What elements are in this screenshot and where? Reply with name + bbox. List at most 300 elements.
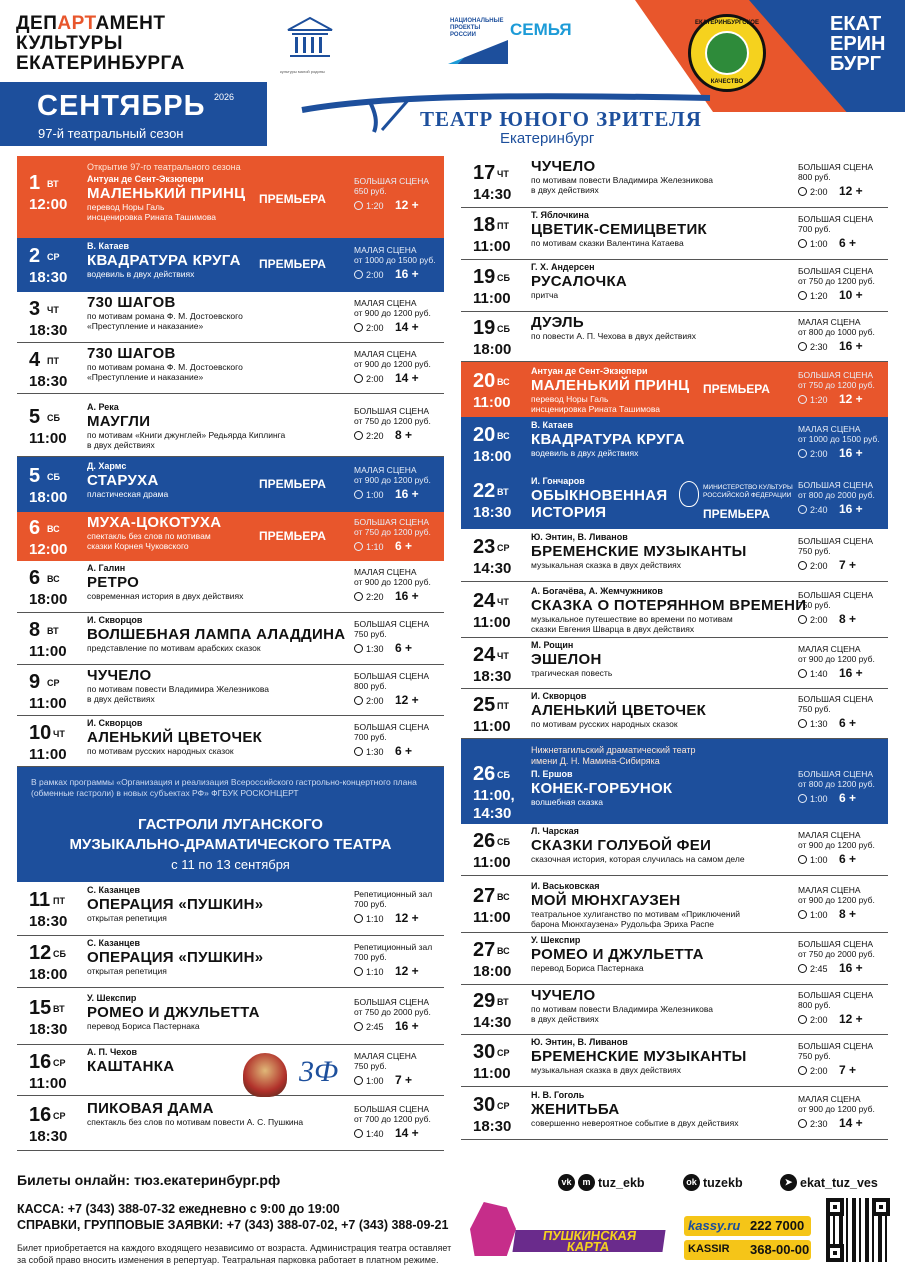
stage-price: БОЛЬШАЯ СЦЕНА 800 руб. [798, 990, 874, 1010]
event-row[interactable] [461, 933, 888, 985]
age-rating: 16 + [395, 589, 419, 603]
max-icon: m [578, 1174, 595, 1191]
event-date: 26 [473, 830, 496, 852]
duration [354, 696, 384, 706]
event-time: 11:00 [473, 290, 511, 307]
duration [798, 910, 828, 920]
stage-price: МАЛАЯ СЦЕНА 750 руб. [354, 1050, 417, 1071]
event-time: 18:00 [29, 966, 68, 983]
clock-icon [354, 1022, 363, 1031]
event-row[interactable] [17, 716, 444, 767]
event-description: водевиль в двух действиях [87, 269, 195, 279]
duration [798, 505, 828, 515]
event-author: А. Река [87, 401, 119, 412]
duration [798, 187, 828, 197]
duration [798, 719, 828, 729]
event-date: 17 [473, 162, 496, 184]
event-title: КОНЕК-ГОРБУНОК [531, 780, 673, 797]
duration [798, 855, 828, 865]
event-row[interactable] [461, 582, 888, 638]
clock-icon [354, 747, 363, 756]
event-title: СКАЗКИ ГОЛУБОЙ ФЕИ [531, 837, 712, 854]
age-rating: 14 + [395, 1125, 419, 1140]
event-row[interactable] [461, 1035, 888, 1087]
kassy-logo[interactable]: kassy.ru 222 7000 [684, 1216, 811, 1236]
event-weekday: СБ [497, 837, 510, 847]
event-title: МУХА-ЦОКОТУХА [87, 514, 222, 531]
duration [798, 1015, 828, 1025]
duration [354, 490, 384, 500]
duration-value: 2:30 [810, 1118, 828, 1129]
duration-value: 2:00 [810, 449, 828, 459]
event-description: музыкальная сказка в двух действиях [531, 559, 682, 570]
duration [798, 669, 828, 679]
duration-value: 1:10 [366, 967, 384, 977]
kassir-logo[interactable]: KASSIR 368-00-00 [684, 1240, 811, 1260]
event-row[interactable] [461, 739, 888, 824]
duration-value: 2:45 [366, 1021, 384, 1032]
duration-value: 2:40 [810, 505, 828, 515]
event-row[interactable] [17, 343, 444, 394]
event-weekday: ВС [497, 431, 510, 441]
age-rating: 6 + [395, 743, 413, 758]
stage-price: МАЛАЯ СЦЕНА от 800 до 1000 руб. [798, 317, 875, 337]
stage-price: МАЛАЯ СЦЕНА от 900 до 1200 руб. [798, 884, 875, 905]
stage-price: Репетиционный зал 700 руб. [354, 942, 433, 962]
duration-value: 1:00 [810, 855, 828, 865]
event-time: 18:00 [473, 963, 512, 980]
event-description: перевод Бориса Пастернака [531, 963, 644, 973]
event-row[interactable] [461, 824, 888, 876]
ekaterinburg-logo: ЕКАТ ЕРИН БУРГ [830, 13, 886, 75]
duration-value: 2:00 [810, 615, 828, 625]
event-row[interactable] [17, 156, 444, 238]
department-logo: ДЕПАРТАМЕНТ КУЛЬТУРЫ ЕКАТЕРИНБУРГА [16, 13, 185, 74]
event-description: открытая репетиция [87, 966, 167, 976]
age-rating: 14 + [395, 370, 419, 385]
clock-icon [798, 855, 807, 864]
event-time: 11:00 [473, 1065, 511, 1082]
festival-logo: 3Ф [299, 1055, 339, 1088]
event-weekday: СБ [497, 273, 510, 283]
schedule-right-column [461, 156, 888, 1140]
duration [798, 395, 828, 405]
event-row[interactable] [461, 1087, 888, 1140]
event-date: 15 [29, 996, 52, 1019]
event-date: 16 [29, 1103, 52, 1126]
duration-value: 2:20 [366, 592, 384, 602]
duration [798, 1119, 828, 1129]
premiere-label: ПРЕМЬЕРА [259, 528, 326, 543]
clock-icon [798, 291, 807, 300]
event-weekday: ВТ [497, 487, 509, 497]
event-date: 11 [29, 889, 51, 911]
duration [798, 342, 828, 352]
stage-price: БОЛЬШАЯ СЦЕНА от 750 до 1200 руб. [798, 266, 875, 286]
event-time: 11:00 [473, 718, 511, 735]
event-time: 14:30 [473, 1014, 512, 1031]
event-weekday: СР [497, 542, 510, 553]
clock-icon [798, 395, 807, 404]
event-title: РУСАЛОЧКА [531, 273, 628, 290]
event-author: И. Скворцов [87, 615, 143, 625]
stage-price: БОЛЬШАЯ СЦЕНА 750 руб. [798, 694, 874, 714]
duration [354, 644, 384, 654]
stage-price: БОЛЬШАЯ СЦЕНА 750 руб. [354, 619, 430, 639]
ministry-logo: культуры малой родины [280, 14, 340, 76]
ok-icon: ok [683, 1174, 700, 1191]
event-time: 14:30 [473, 559, 512, 577]
age-rating: 7 + [839, 1063, 857, 1077]
duration [798, 291, 828, 301]
duration [354, 914, 384, 924]
event-description: по повести А. П. Чехова в двух действиях [531, 331, 696, 341]
event-row[interactable] [17, 936, 444, 988]
vk-icon: vk [558, 1174, 575, 1191]
event-time: 18:30 [29, 372, 68, 390]
event-weekday: ВС [497, 891, 510, 902]
social-telegram[interactable]: ➤ ekat_tuz_ves [780, 1174, 878, 1191]
age-rating: 14 + [839, 1115, 863, 1130]
event-author: Антуан де Сент-Экзюпери [531, 365, 648, 376]
clock-icon [354, 270, 363, 279]
tour-dates: с 11 по 13 сентября [171, 857, 290, 872]
stage-price: БОЛЬШАЯ СЦЕНА 700 руб. [798, 214, 874, 234]
event-time: 11:00 [473, 393, 511, 411]
event-title: СКАЗКА О ПОТЕРЯННОМ ВРЕМЕНИ [531, 597, 807, 614]
event-description: по мотивам повести Владимира Железникова в двух действиях [531, 175, 713, 195]
duration [354, 967, 384, 977]
duration-value: 1:30 [810, 719, 828, 729]
stage-price: МАЛАЯ СЦЕНА от 900 до 1200 руб. [798, 1093, 875, 1114]
event-time: 18:00 [29, 591, 68, 608]
tour-heading [17, 815, 444, 855]
box-office: КАССА: +7 (343) 388-07-32 ежедневно с 9:00 до 19:00 [17, 1202, 340, 1216]
event-description: музыкальное путешествие во времени по мотивам сказки Евгения Шварца в двух действиях [531, 614, 733, 634]
stage-price: МАЛАЯ СЦЕНА от 900 до 1200 руб. [354, 464, 431, 485]
event-description: музыкальная сказка в двух действиях [531, 1065, 682, 1075]
event-weekday: ЧТ [53, 728, 65, 739]
event-title: ОБЫКНОВЕННАЯ [531, 487, 668, 504]
event-weekday: СБ [47, 412, 60, 423]
event-weekday: ПТ [47, 355, 59, 366]
event-time-2: 14:30 [473, 805, 512, 822]
event-row[interactable] [461, 471, 888, 529]
event-date: 5 [29, 405, 41, 428]
event-row[interactable] [17, 988, 444, 1045]
event-title: ДУЭЛЬ [531, 314, 584, 331]
event-date: 1 [29, 172, 41, 194]
event-row[interactable] [17, 457, 444, 512]
qr-code[interactable] [826, 1198, 890, 1262]
duration [354, 1076, 384, 1086]
stage-price: Репетиционный зал 700 руб. [354, 889, 433, 909]
event-author: И. Скворцов [531, 691, 587, 701]
info-phones: СПРАВКИ, ГРУППОВЫЕ ЗАЯВКИ: +7 (343) 388-07-02, +7 (343) 388-09-21 [17, 1218, 449, 1232]
event-row[interactable] [17, 512, 444, 561]
age-rating: 16 + [395, 267, 419, 281]
event-title: БРЕМЕНСКИЕ МУЗЫКАНТЫ [531, 542, 747, 560]
stage-price: БОЛЬШАЯ СЦЕНА 650 руб. [354, 176, 430, 196]
event-time: 18:00 [473, 448, 512, 465]
age-rating: 14 + [395, 319, 419, 334]
duration-value: 2:00 [366, 270, 384, 280]
duration [354, 323, 384, 333]
event-date: 27 [473, 884, 496, 907]
event-title: 730 ШАГОВ [87, 345, 176, 362]
event-time: 18:30 [473, 667, 512, 685]
event-row[interactable] [17, 292, 444, 343]
event-author: М. Рощин [531, 640, 574, 650]
event-description: по мотивам сказки Валентина Катаева [531, 238, 684, 248]
event-date: 12 [29, 942, 52, 964]
event-row[interactable] [17, 613, 444, 665]
event-row[interactable] [461, 362, 888, 417]
clock-icon [798, 342, 807, 351]
age-rating: 16 + [839, 446, 863, 460]
event-time: 11:00 [29, 643, 67, 660]
duration [354, 201, 384, 211]
event-description: современная история в двух действиях [87, 591, 244, 601]
stage-price: БОЛЬШАЯ СЦЕНА 750 руб. [798, 1041, 874, 1061]
event-weekday: ВС [497, 946, 510, 956]
event-date: 30 [473, 1041, 496, 1063]
event-weekday: СБ [47, 471, 60, 482]
event-description: притча [531, 290, 559, 300]
event-description: спектакль без слов по мотивам сказки Корнея Чуковского [87, 531, 211, 551]
clock-icon [354, 967, 363, 976]
event-weekday: ВТ [47, 626, 59, 636]
age-rating: 8 + [839, 906, 857, 921]
duration [798, 561, 828, 571]
event-date: 29 [473, 990, 496, 1012]
event-time: 18:30 [29, 1020, 68, 1038]
duration-value: 2:20 [366, 430, 384, 441]
event-row[interactable] [461, 876, 888, 933]
event-row[interactable] [461, 312, 888, 362]
event-weekday: СБ [497, 324, 510, 334]
event-date: 6 [29, 516, 41, 539]
event-time: 18:00 [29, 488, 68, 506]
event-title: РОМЕО И ДЖУЛЬЕТТА [531, 946, 704, 963]
age-rating: 8 + [839, 612, 857, 626]
event-author: А. Богачёва, А. Жемчужников [531, 586, 663, 596]
poster-header [0, 0, 905, 150]
social-ok[interactable]: ok tuzekb [683, 1174, 743, 1191]
stage-price: БОЛЬШАЯ СЦЕНА от 700 до 1200 руб. [354, 1103, 431, 1124]
event-title-2: ИСТОРИЯ [531, 504, 607, 521]
clock-icon [798, 449, 807, 458]
event-date: 19 [473, 317, 496, 339]
event-time: 11:00 [29, 429, 67, 447]
clock-icon [354, 431, 363, 440]
national-projects-logo: НАЦИОНАЛЬНЫЕ ПРОЕКТЫ РОССИИ СЕМЬЯ [448, 18, 578, 66]
event-row[interactable] [17, 882, 444, 936]
event-author: И. Васьковская [531, 880, 600, 891]
event-time: 11:00 [473, 614, 511, 631]
event-author: Г. Х. Андерсен [531, 262, 595, 272]
event-weekday: СР [47, 677, 60, 688]
stage-price: БОЛЬШАЯ СЦЕНА 800 руб. [354, 670, 430, 691]
age-rating: 6 + [839, 791, 857, 805]
event-weekday: ВТ [53, 1003, 65, 1014]
event-date: 3 [29, 297, 41, 320]
clock-icon [354, 323, 363, 332]
event-title: ВОЛШЕБНАЯ ЛАМПА АЛАДДИНА [87, 626, 346, 643]
event-author: Т. Яблочкина [531, 210, 589, 220]
event-weekday: СР [53, 1110, 66, 1121]
event-title: СТАРУХА [87, 471, 159, 489]
theatre-mask-logo [243, 1053, 287, 1097]
event-description: по мотивам повести Владимира Железникова в двух действиях [531, 1004, 713, 1024]
event-description: по мотивам «Книги джунглей» Редьярда Киплинга в двух действиях [87, 429, 286, 450]
stage-price: МАЛАЯ СЦЕНА от 900 до 1200 руб. [354, 297, 431, 318]
event-author: Ю. Энтин, В. Ливанов [531, 531, 628, 542]
event-row[interactable] [461, 689, 888, 739]
event-description: сказочная история, которая случилась на самом деле [531, 854, 745, 864]
duration [798, 449, 828, 459]
event-title: ЧУЧЕЛО [531, 158, 596, 175]
event-row[interactable] [461, 985, 888, 1035]
clock-icon [354, 201, 363, 210]
telegram-icon: ➤ [780, 1174, 797, 1191]
clock-icon [798, 187, 807, 196]
event-row[interactable] [17, 238, 444, 292]
event-description: по мотивам романа Ф. М. Достоевского «Преступление и наказание» [87, 311, 243, 331]
event-description: пластическая драма [87, 488, 169, 499]
event-row[interactable] [461, 529, 888, 582]
duration-value: 1:30 [366, 644, 384, 654]
event-time: 11:00 [29, 1074, 67, 1092]
premiere-label: ПРЕМЬЕРА [703, 381, 770, 396]
event-time: 14:30 [473, 186, 512, 203]
age-rating: 12 + [839, 184, 863, 198]
event-row[interactable] [17, 665, 444, 716]
event-banner: Открытие 97-го театрального сезона [87, 162, 241, 172]
event-author: С. Казанцев [87, 885, 141, 895]
season: 97-й театральный сезон [38, 126, 184, 141]
event-date: 24 [473, 643, 496, 666]
clock-icon [798, 239, 807, 248]
event-date: 26 [473, 763, 496, 785]
event-author: А. Галин [87, 563, 126, 573]
clock-icon [798, 719, 807, 728]
event-row[interactable] [461, 208, 888, 260]
event-banner: Нижнетагильский драматический театр [531, 745, 696, 755]
stage-price: МАЛАЯ СЦЕНА от 900 до 1200 руб. [354, 348, 431, 369]
event-author: И. Гончаров [531, 476, 585, 486]
duration [798, 794, 828, 804]
clock-icon [798, 910, 807, 919]
duration [354, 270, 384, 280]
event-row[interactable] [461, 638, 888, 689]
stage-price: БОЛЬШАЯ СЦЕНА от 750 до 2000 руб. [798, 939, 875, 959]
event-description: перевод Бориса Пастернака [87, 1020, 200, 1031]
duration-value: 2:00 [810, 1066, 828, 1076]
duration-value: 2:00 [810, 560, 828, 571]
event-title: РЕТРО [87, 574, 140, 591]
event-date: 18 [473, 214, 496, 236]
event-row[interactable] [461, 417, 888, 471]
event-title: ОПЕРАЦИЯ «ПУШКИН» [87, 949, 264, 966]
event-author: У. Шекспир [87, 992, 137, 1003]
event-date: 2 [29, 245, 41, 267]
event-date: 5 [29, 464, 41, 487]
stage-price: МАЛАЯ СЦЕНА от 1000 до 1500 руб. [354, 245, 436, 265]
event-date: 20 [473, 424, 496, 446]
stage-price: БОЛЬШАЯ СЦЕНА от 750 до 1200 руб. [798, 369, 875, 390]
event-row[interactable] [461, 260, 888, 312]
event-time: 18:00 [473, 341, 512, 358]
event-title: ЧУЧЕЛО [87, 667, 152, 684]
poster-footer [0, 1160, 905, 1280]
duration-value: 1:00 [810, 239, 828, 249]
event-weekday: ПТ [497, 221, 509, 231]
event-row[interactable] [17, 1045, 444, 1096]
event-author: А. П. Чехов [87, 1047, 137, 1057]
duration-value: 2:00 [810, 187, 828, 197]
event-title: РОМЕО И ДЖУЛЬЕТТА [87, 1003, 260, 1021]
clock-icon [354, 374, 363, 383]
stage-price: БОЛЬШАЯ СЦЕНА 700 руб. [354, 721, 430, 742]
duration [354, 592, 384, 602]
event-weekday: ВС [47, 523, 60, 534]
duration-value: 1:10 [366, 541, 384, 552]
stage-price: МАЛАЯ СЦЕНА от 1000 до 1500 руб. [798, 424, 880, 444]
duration-value: 2:00 [810, 1015, 828, 1025]
event-weekday: ВТ [47, 179, 59, 189]
event-date: 6 [29, 567, 41, 589]
age-rating: 7 + [395, 1072, 413, 1087]
event-weekday: СР [497, 1048, 510, 1058]
event-row[interactable] [17, 394, 444, 457]
stage-price: БОЛЬШАЯ СЦЕНА от 800 до 2000 руб. [798, 480, 875, 500]
stage-price: БОЛЬШАЯ СЦЕНА от 750 до 2000 руб. [354, 996, 431, 1017]
event-weekday: СР [53, 1057, 66, 1068]
event-author: У. Шекспир [531, 935, 581, 945]
ministry-culture-logo [679, 481, 794, 511]
age-rating: 16 + [839, 339, 863, 353]
event-author: Антуан де Сент-Экзюпери [87, 174, 204, 184]
age-rating: 16 + [839, 502, 863, 516]
duration-value: 2:30 [810, 342, 828, 352]
event-date: 27 [473, 939, 496, 961]
social-vk-max[interactable]: vk m tuz_ekb [558, 1174, 645, 1191]
duration-value: 1:20 [810, 394, 828, 405]
event-row[interactable] [17, 561, 444, 613]
event-title: БРЕМЕНСКИЕ МУЗЫКАНТЫ [531, 1048, 747, 1065]
clock-icon [354, 696, 363, 705]
tour-banner [17, 767, 444, 882]
emblem-icon [679, 481, 699, 507]
event-row[interactable] [17, 1096, 444, 1151]
duration-value: 2:00 [366, 695, 384, 706]
stage-price: БОЛЬШАЯ СЦЕНА 800 руб. [798, 162, 874, 182]
age-rating: 16 + [839, 961, 863, 975]
event-date: 10 [29, 721, 52, 744]
event-author: П. Ершов [531, 769, 573, 779]
event-date: 20 [473, 369, 496, 392]
clock-icon [798, 1066, 807, 1075]
event-description: совершенно невероятное событие в двух действиях [531, 1117, 739, 1128]
event-author: Н. В. Гоголь [531, 1089, 585, 1100]
event-weekday: ЧТ [497, 169, 509, 179]
age-rating: 12 + [839, 391, 863, 406]
tickets-online[interactable]: Билеты онлайн: тюз.екатеринбург.рф [17, 1172, 281, 1188]
age-rating: 6 + [839, 716, 857, 730]
event-row[interactable] [461, 156, 888, 208]
event-title: КАШТАНКА [87, 1058, 175, 1075]
